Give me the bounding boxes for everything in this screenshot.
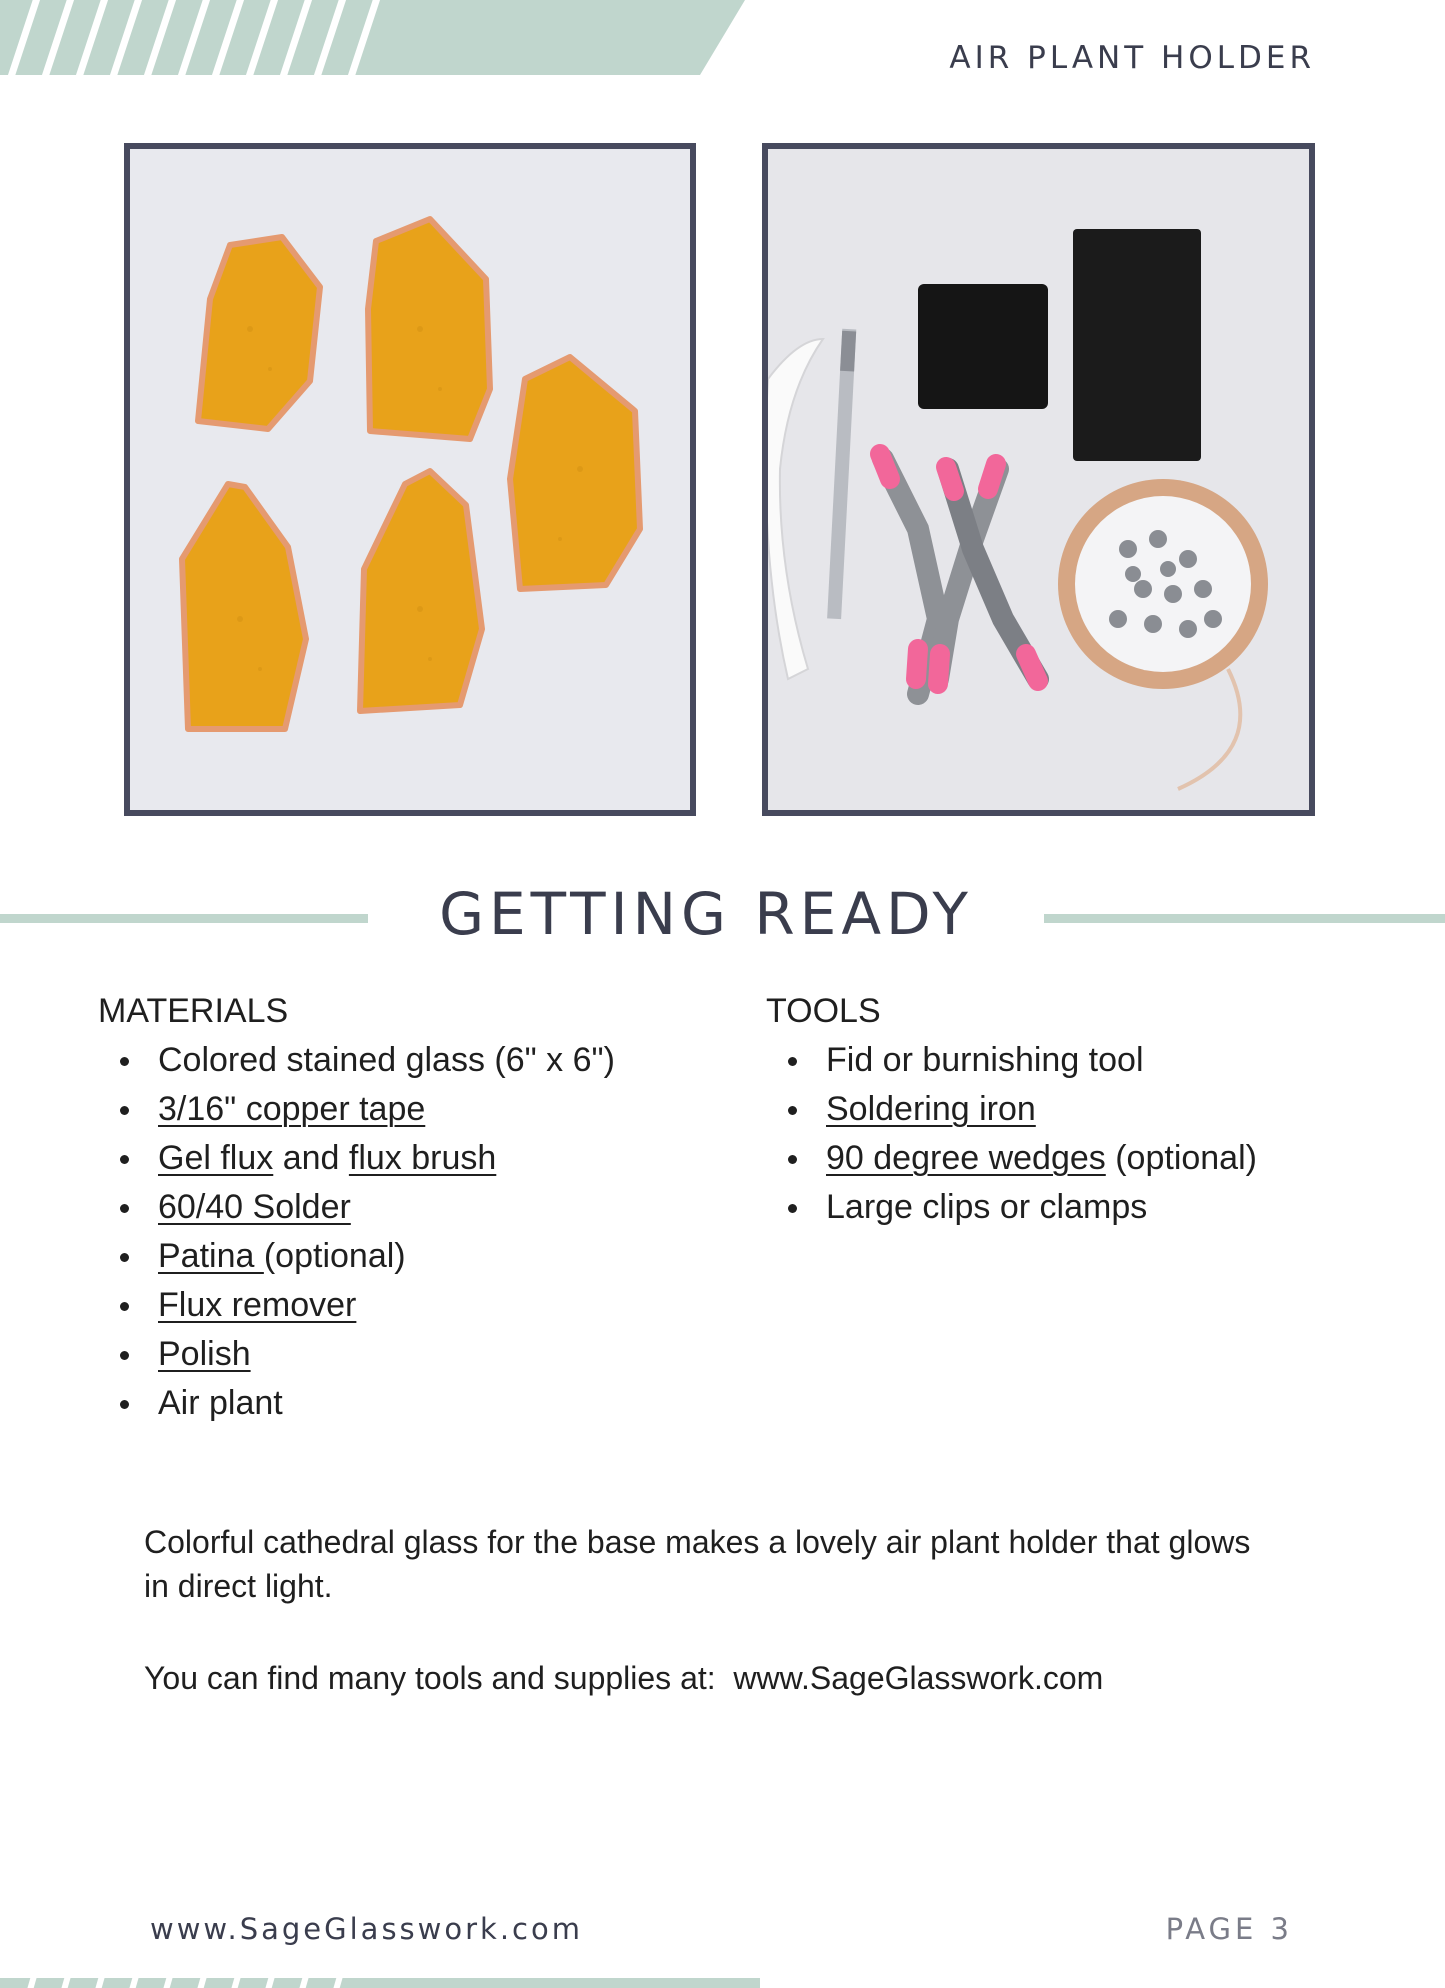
copper-tape-link[interactable]: 3/16" copper tape: [158, 1090, 426, 1128]
soldering-iron-link[interactable]: Soldering iron: [826, 1090, 1036, 1128]
list-item: Patina (optional): [98, 1232, 615, 1281]
description-paragraph: Colorful cathedral glass for the base makes a lovely air plant holder that glows in direct light.: [144, 1524, 1251, 1604]
tools-photo: [762, 143, 1315, 816]
flux-brush-link[interactable]: flux brush: [348, 1139, 497, 1177]
tools-heading: TOOLS: [766, 992, 881, 1030]
divider-left: [0, 914, 368, 923]
top-decorative-banner: [0, 0, 760, 78]
glass-pieces-photo: [124, 143, 696, 816]
list-item: [98, 1330, 615, 1379]
polish-link[interactable]: Polish: [158, 1335, 251, 1373]
list-item: [98, 1281, 615, 1330]
list-item: Gel flux and flux brush: [98, 1134, 615, 1183]
footer-website: www.SageGlasswork.com: [150, 1912, 583, 1946]
list-item: [98, 1085, 615, 1134]
solder-link[interactable]: 60/40 Solder: [158, 1188, 351, 1226]
page-number: PAGE 3: [1165, 1912, 1293, 1946]
materials-list: [98, 1036, 615, 1428]
list-item: Air plant: [98, 1379, 615, 1428]
list-item: Colored stained glass (6" x 6"): [98, 1036, 615, 1085]
wedges-link[interactable]: 90 degree wedges: [826, 1139, 1106, 1177]
supplies-paragraph: You can find many tools and supplies at: www.SageGlasswork.com: [144, 1660, 1104, 1696]
gel-flux-link[interactable]: Gel flux: [158, 1139, 274, 1177]
flux-remover-link[interactable]: Flux remover: [158, 1286, 357, 1324]
patina-link[interactable]: Patina: [158, 1237, 264, 1275]
list-item: Large clips or clamps: [766, 1183, 1257, 1232]
document-title: AIR PLANT HOLDER: [949, 40, 1315, 76]
bottom-decorative-banner: [0, 1978, 760, 1988]
list-item: Fid or burnishing tool: [766, 1036, 1257, 1085]
section-title: GETTING READY: [439, 880, 973, 948]
tools-list: [766, 1036, 1257, 1232]
list-item: [98, 1183, 615, 1232]
list-item: [766, 1085, 1257, 1134]
materials-heading: MATERIALS: [98, 992, 289, 1030]
divider-right: [1044, 914, 1445, 923]
list-item: 90 degree wedges (optional): [766, 1134, 1257, 1183]
